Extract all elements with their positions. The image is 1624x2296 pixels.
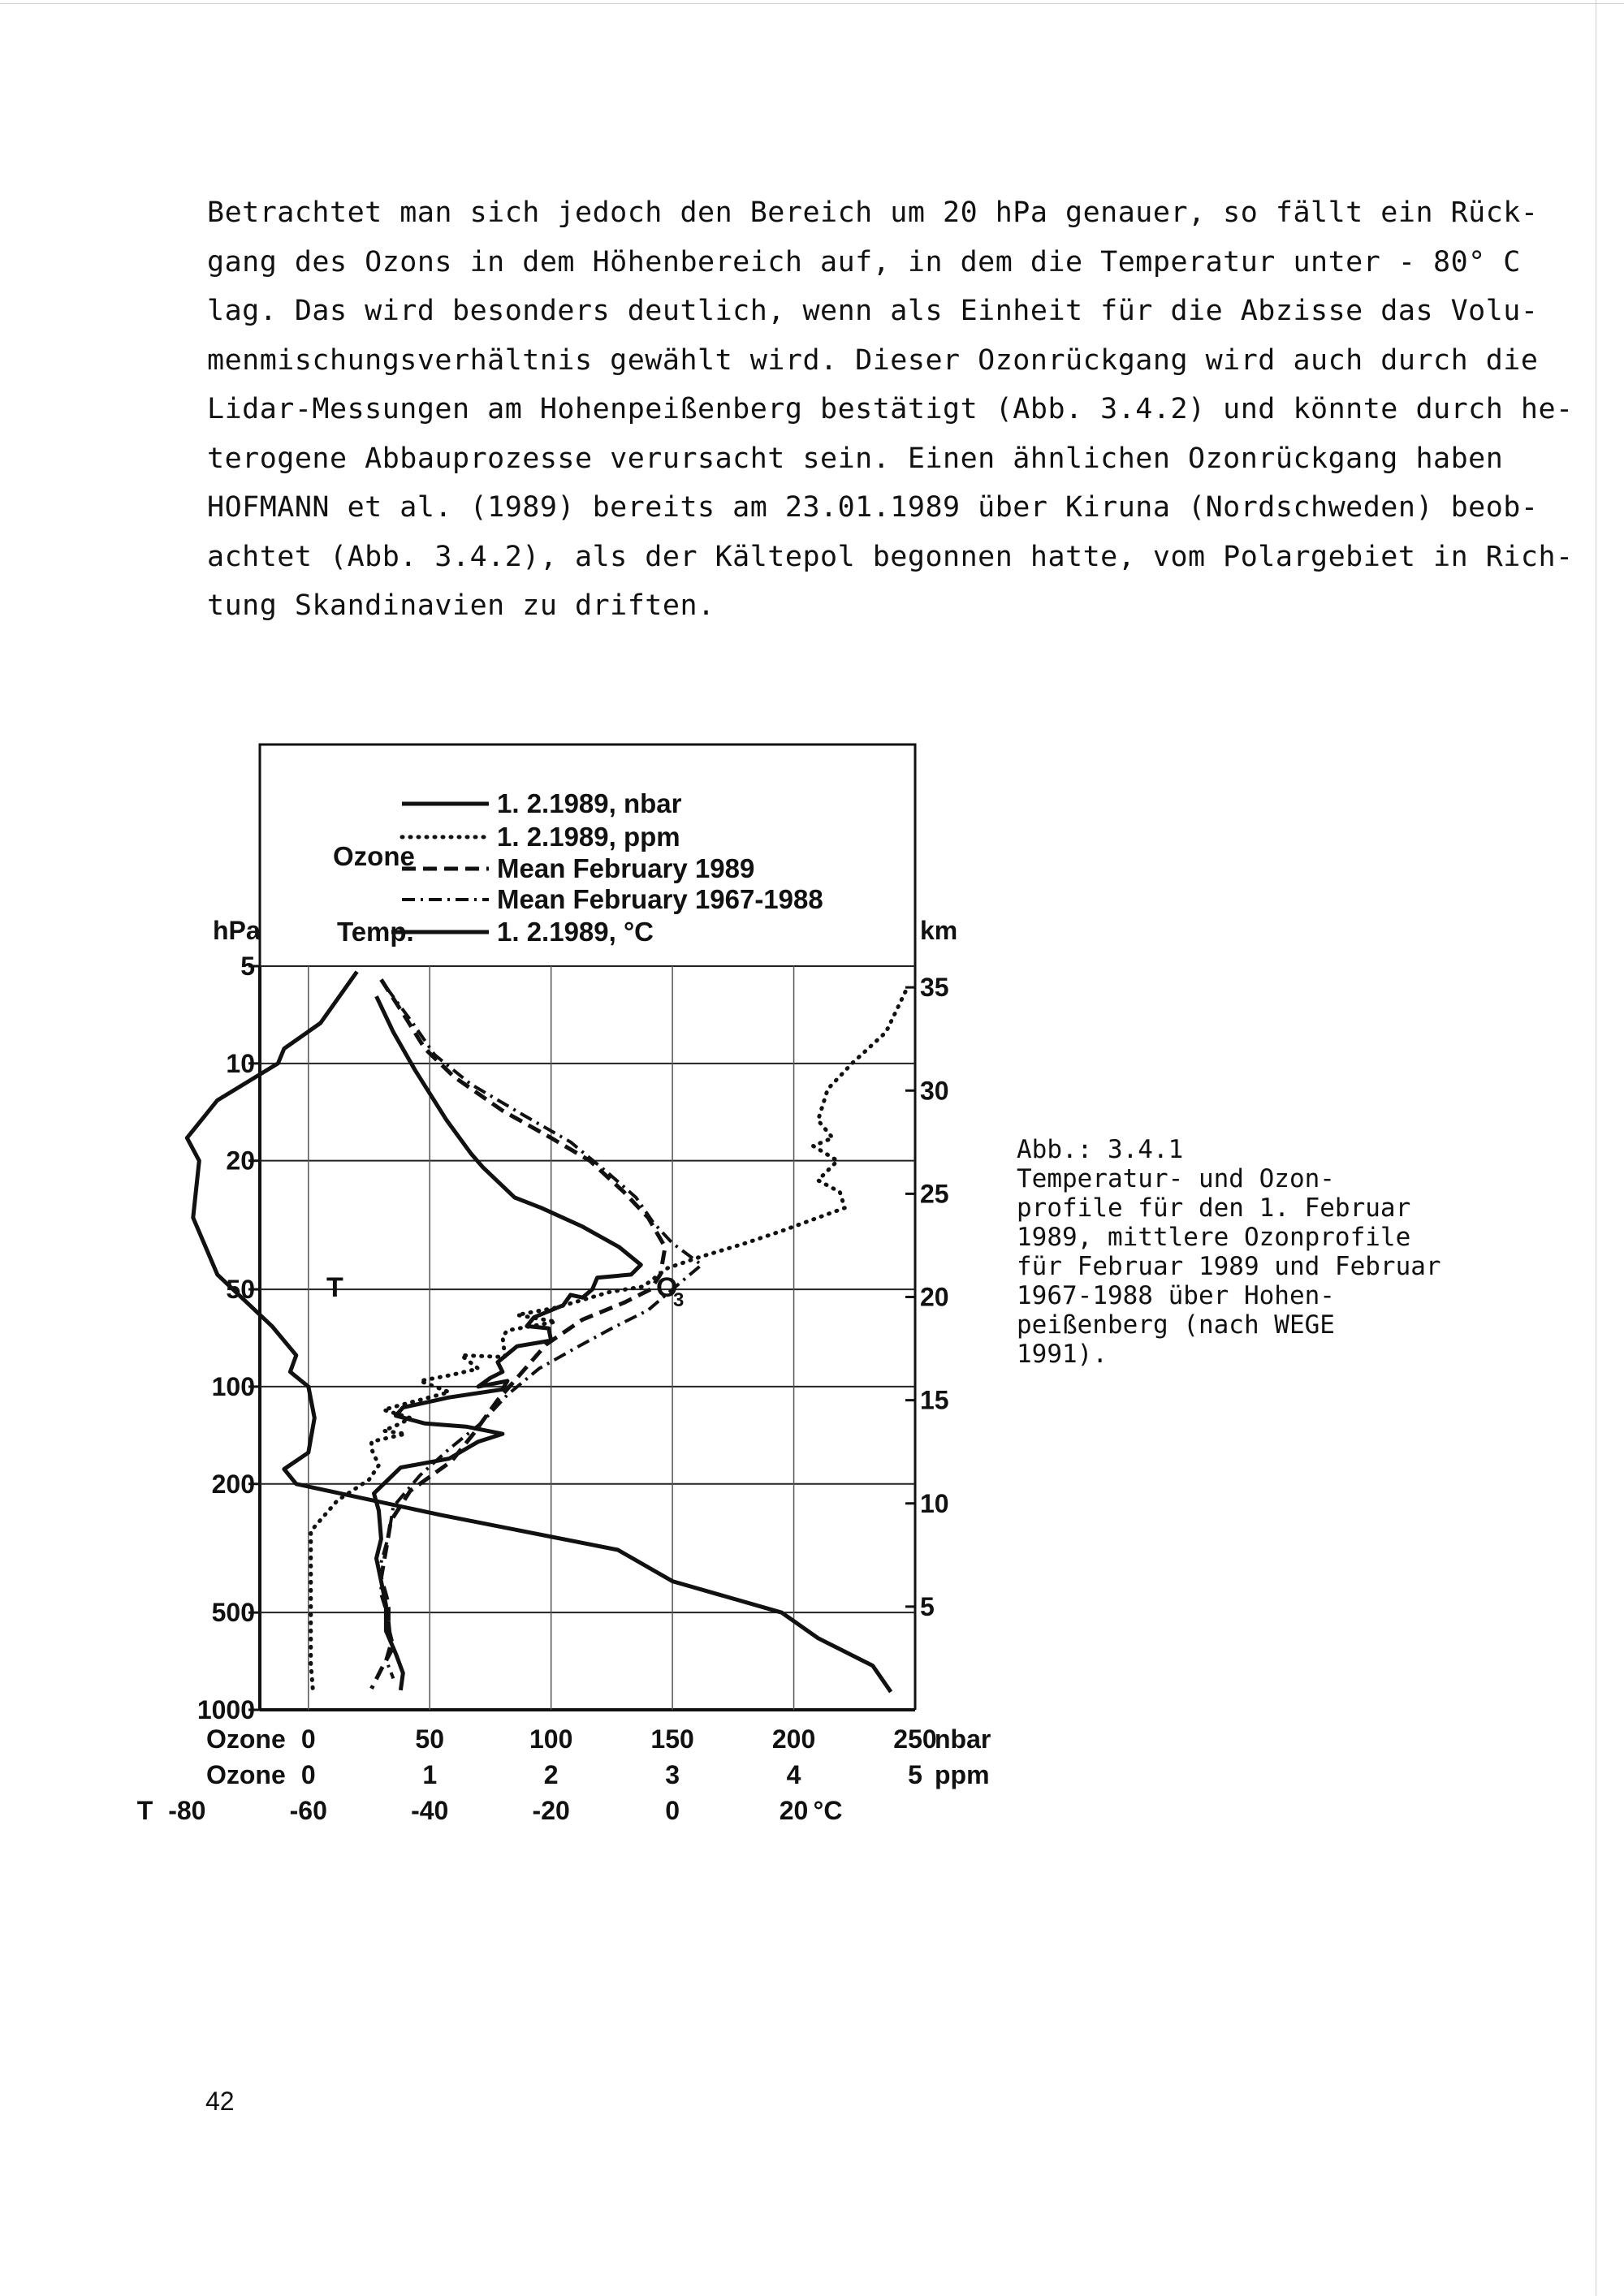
altitude-tick-label: 10 [920,1488,949,1518]
ozone-curve-label-subscript: 3 [673,1289,685,1311]
text-line: HOFMANN et al. (1989) bereits am 23.01.1989 über Kiruna (Nordschweden) beob- [207,491,1539,524]
text-line: Betrachtet man sich jedoch den Bereich um 20 hPa genauer, so fällt ein Rück- [207,196,1539,229]
temperature-axis-label: T [136,1796,153,1825]
altitude-tick-label: 30 [920,1076,949,1106]
text-line: Lidar-Messungen am Hohenpeißenberg bestätigt (Abb. 3.4.2) und könnte durch he- [207,393,1574,425]
text-line: terogene Abbauprozesse verursacht sein. Einen ähnlichen Ozonrückgang haben [207,442,1504,475]
altitude-tick-label: 20 [920,1282,949,1312]
ozone-ppm-unit-label: ppm [935,1760,990,1789]
temperature-tick-label: 20 [779,1796,809,1825]
text-line: menmischungsverhältnis gewählt wird. Dieser Ozonrückgang wird auch durch die [207,343,1539,377]
altitude-tick-label: 15 [920,1385,949,1415]
temperature-tick-label: -60 [289,1796,327,1825]
legend-entry-label: 1. 2.1989, °C [497,917,654,947]
legend-entry-label: Mean February 1967-1988 [497,884,823,914]
caption-line: 1967-1988 über Hohen- [1017,1281,1335,1310]
text-line: achtet (Abb. 3.4.2), als der Kältepol begonnen hatte, vom Polargebiet in Rich- [207,540,1574,573]
text-line: lag. Das wird besonders deutlich, wenn als Einheit für die Abzisse das Volu- [207,295,1539,327]
pressure-tick-label: 50 [226,1275,255,1305]
pressure-tick-label: 5 [240,952,255,981]
series-line-solid-temperature [187,972,891,1692]
text-line: tung Skandinavien zu driften. [207,589,715,622]
ozone-nbar-unit-label: nbar [935,1724,991,1754]
ozone-curve-label: O [656,1272,678,1303]
series-line-dotted [311,992,905,1695]
legend-entry-label: Mean February 1989 [497,853,755,883]
legend-entry-label: 1. 2.1989, nbar [497,788,682,818]
temperature-unit-label: °C [813,1796,843,1825]
y2-axis-unit-label: km [920,916,958,945]
figure-caption [1017,1135,1455,1369]
temperature-tick-label: -40 [411,1796,449,1825]
pressure-tick-label: 200 [211,1469,255,1499]
altitude-tick-label: 5 [920,1591,935,1621]
ozone-ppm-tick-label: 2 [543,1760,559,1789]
ozone-ppm-tick-label: 4 [786,1760,801,1789]
pressure-tick-label: 100 [211,1371,255,1401]
ozone-ppm-axis-label: Ozone [205,1760,286,1789]
ozone-ppm-tick-label: 1 [422,1760,438,1789]
legend-entry-label: 1. 2.1989, ppm [497,822,680,852]
ozone-nbar-tick-label: 250 [893,1724,937,1754]
caption-line: Abb.: 3.4.1 [1017,1135,1184,1164]
ozone-nbar-tick-label: 100 [529,1724,573,1754]
caption-line: 1989, mittlere Ozonprofile [1017,1223,1411,1252]
pressure-tick-labels [197,952,255,1724]
ozone-ppm-tick-label: 3 [665,1760,680,1789]
caption-line: für Februar 1989 und Februar [1017,1252,1441,1281]
text-line: gang des Ozons in dem Höhenbereich auf, in dem die Temperatur unter - 80° C [207,245,1521,278]
caption-line: 1991). [1017,1340,1108,1369]
ozone-nbar-tick-label: 200 [771,1724,816,1754]
y-axis-unit-label: hPa [213,916,261,945]
ozone-nbar-axis-label: Ozone [205,1724,286,1754]
caption-line: peißenberg (nach WEGE [1017,1310,1335,1340]
altitude-tick-labels [920,973,949,1621]
legend-group-temp-label: Temp. [337,917,414,947]
pressure-tick-label: 10 [226,1048,255,1078]
page-number: 42 [205,2087,235,2116]
pressure-tick-label: 500 [211,1598,255,1628]
altitude-tick-label: 35 [920,973,949,1003]
altitude-tick-label: 25 [920,1179,949,1209]
ozone-ppm-tick-label: 0 [300,1760,316,1789]
legend [333,788,823,947]
plot-grid [248,966,915,1710]
ozone-ppm-tick-label: 5 [908,1760,922,1789]
ozone-nbar-tick-label: 0 [300,1724,316,1754]
series-line-solid [374,996,641,1690]
ozone-nbar-tick-label: 150 [650,1724,694,1754]
pressure-tick-label: 20 [226,1146,255,1176]
temperature-tick-label: -20 [532,1796,570,1825]
temperature-curve-label: T [326,1272,343,1303]
ozone-nbar-tick-label: 50 [415,1724,445,1754]
legend-group-ozone-label: Ozone [333,841,415,871]
caption-line: Temperatur- und Ozon- [1017,1164,1335,1193]
caption-line: profile für den 1. Februar [1017,1193,1411,1223]
temperature-tick-label: 0 [665,1796,680,1825]
temperature-tick-label: -80 [168,1796,206,1825]
bottom-axis-tick-labels [137,1724,991,1825]
pressure-tick-label: 1000 [197,1695,255,1724]
data-series [187,972,905,1695]
series-line-dashed [372,980,666,1689]
